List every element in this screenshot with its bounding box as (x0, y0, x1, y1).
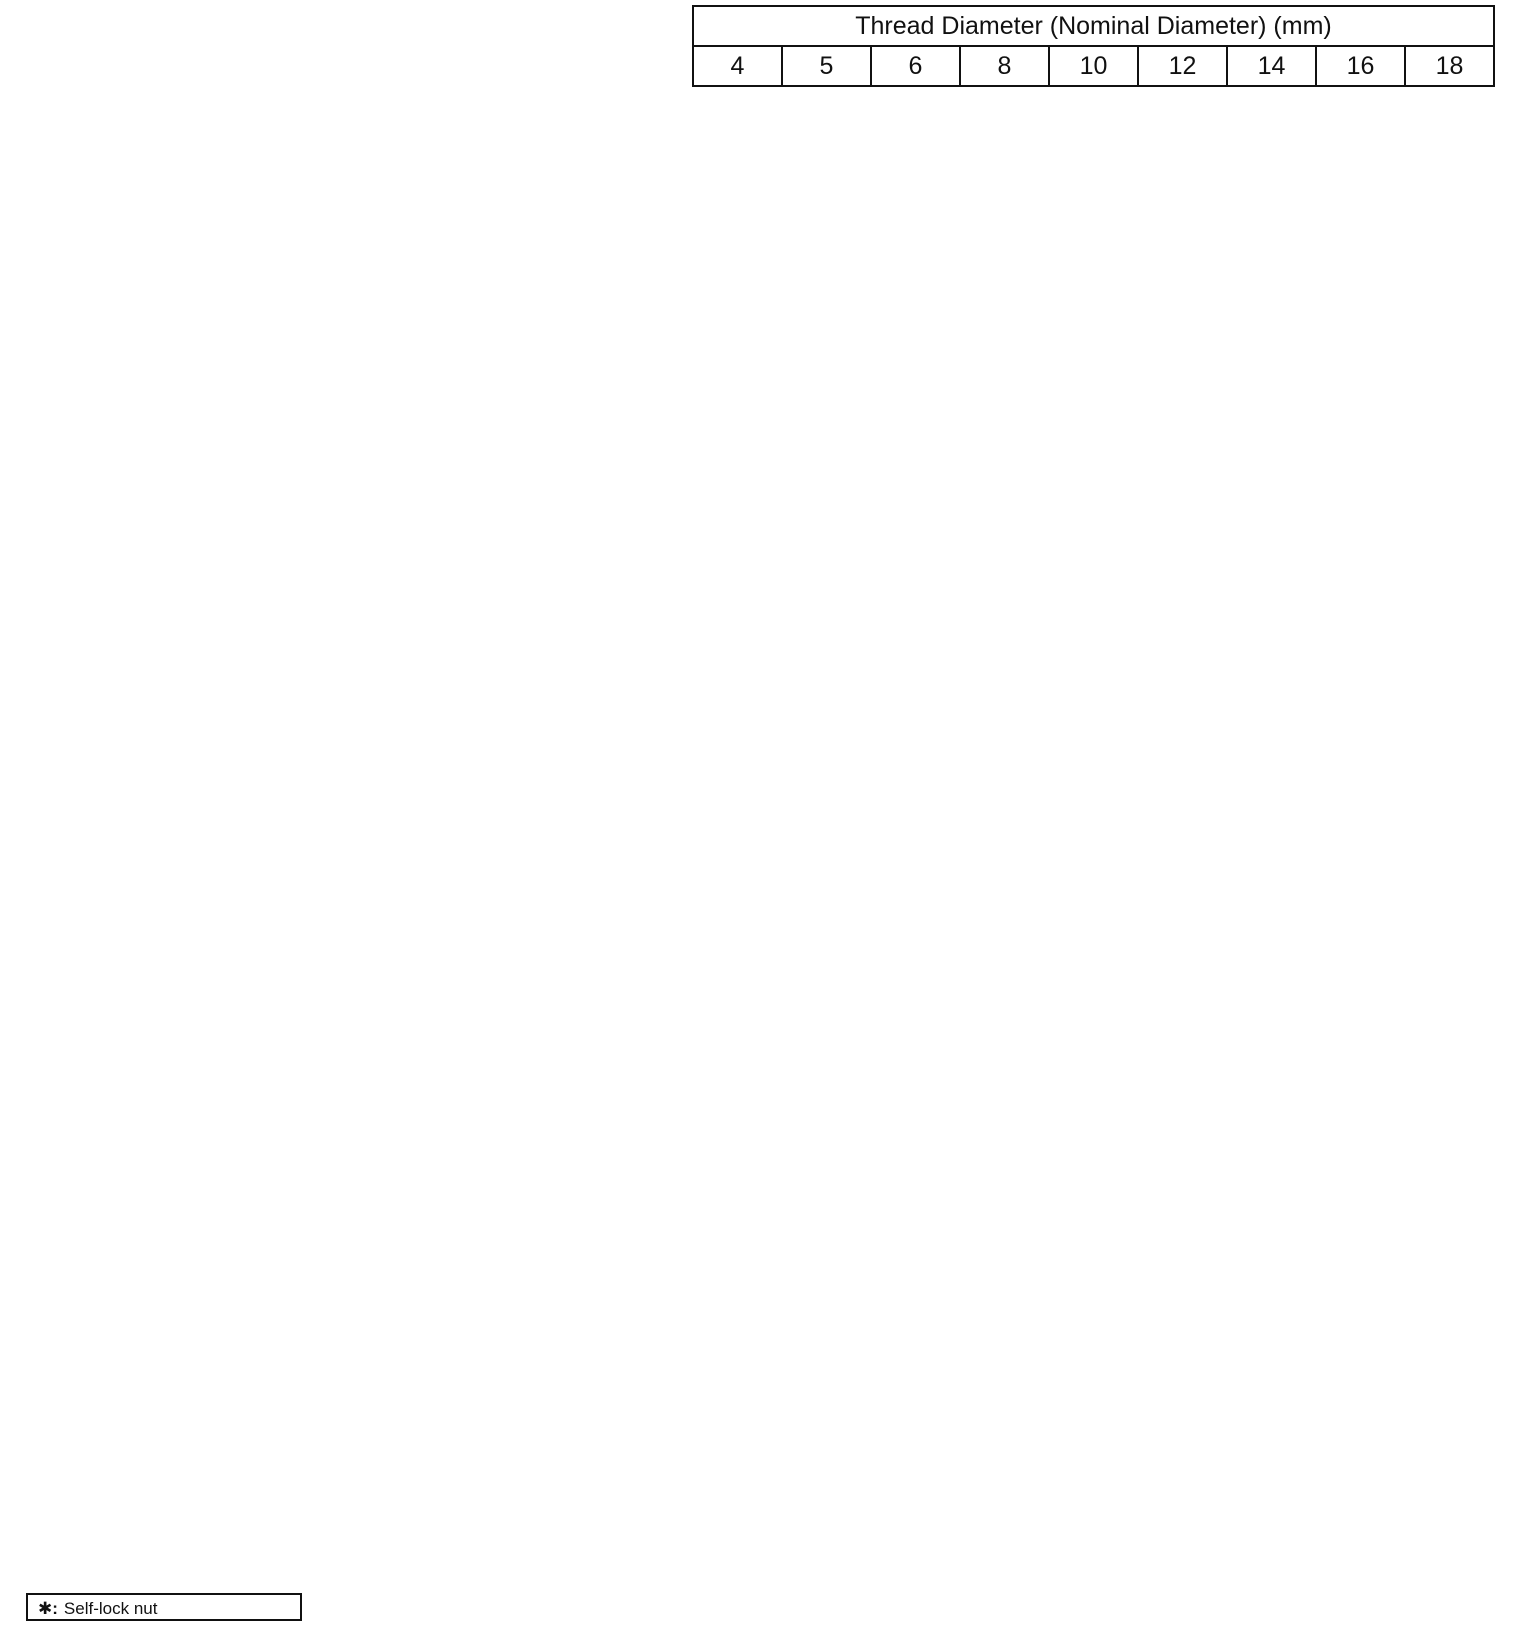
diameter-header-cell: 14 (1227, 46, 1316, 86)
torque-spec-table (26, 5, 1495, 87)
corner-blank (26, 6, 693, 46)
diameter-header-cell: 16 (1316, 46, 1405, 86)
legend-self-lock-nut (26, 1593, 302, 1621)
asterisk-icon: ✱: (38, 1599, 58, 1618)
diameter-header-cell: 5 (782, 46, 871, 86)
diameter-header-cell: 18 (1405, 46, 1494, 86)
diameter-header-cell: 8 (960, 46, 1049, 86)
legend-text: Self-lock nut (63, 1599, 158, 1618)
thread-diameter-header: Thread Diameter (Nominal Diameter) (mm) (693, 6, 1494, 46)
diameter-header-cell: 12 (1138, 46, 1227, 86)
diameter-header-cell: 6 (871, 46, 960, 86)
diameter-header-cell: 4 (693, 46, 782, 86)
diameter-header-cell: 10 (1049, 46, 1138, 86)
corner-blank (26, 46, 693, 86)
